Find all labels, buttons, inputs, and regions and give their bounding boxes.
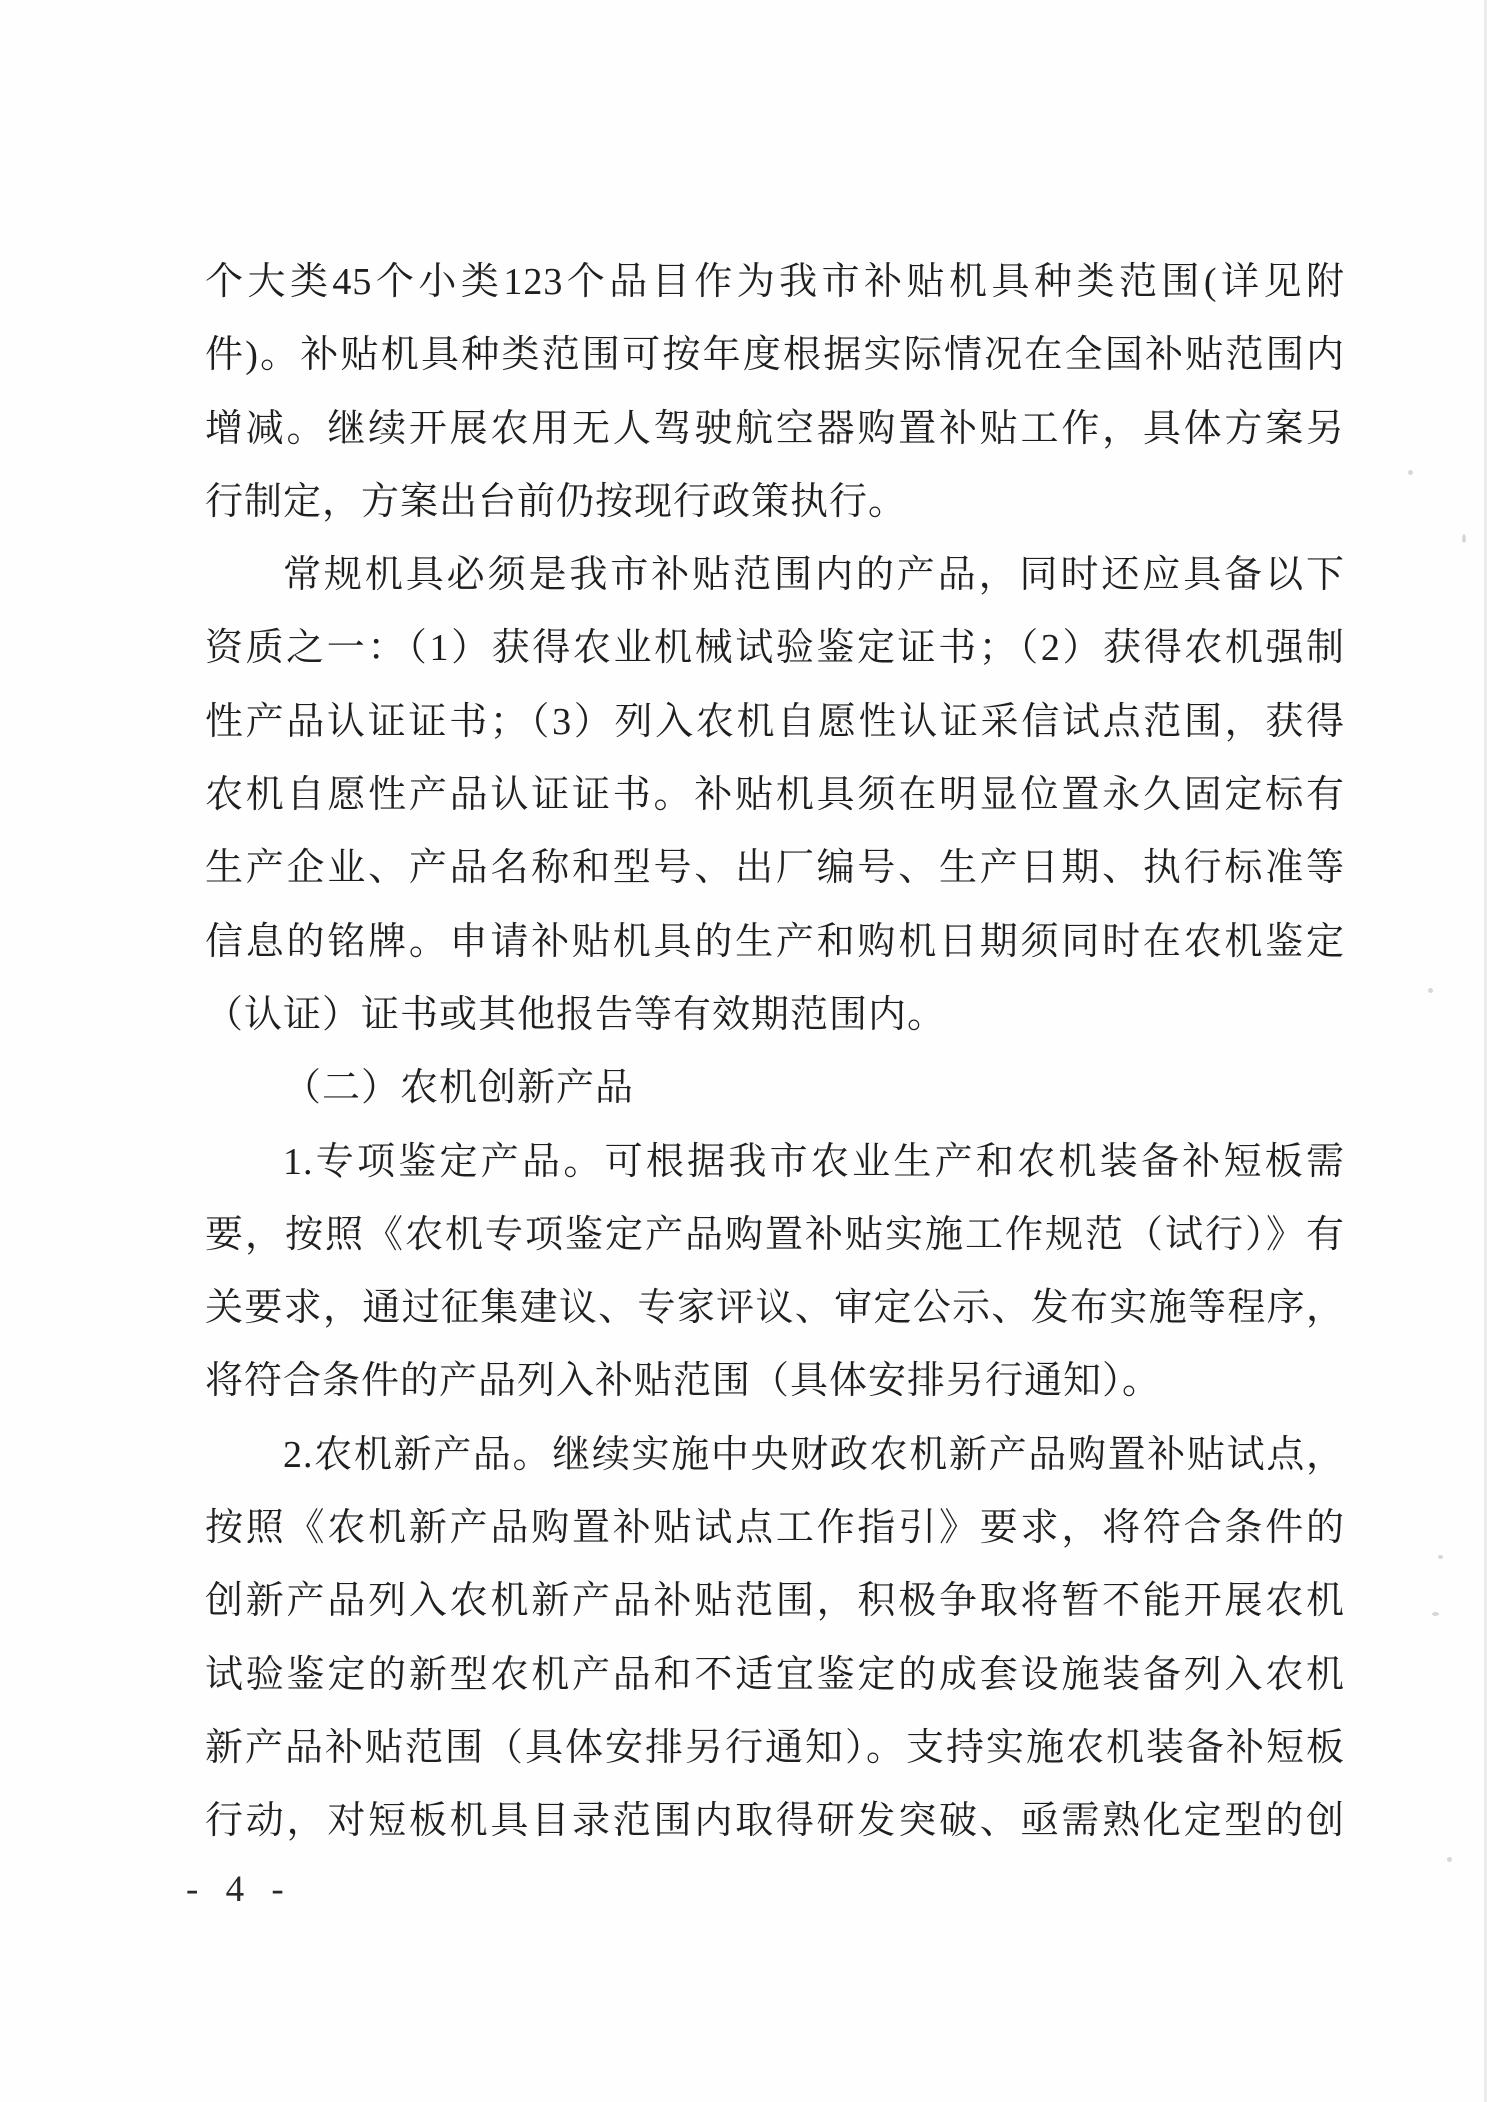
scan-speck (1438, 1555, 1443, 1559)
page-number: - 4 - (186, 1869, 293, 1910)
text-line: 性产品认证证书；（3）列入农机自愿性认证采信试点范围，获得 (205, 700, 1345, 743)
text-line: 件)。补贴机具种类范围可按年度根据实际情况在全国补贴范围内 (205, 334, 1345, 377)
text-line: 将符合条件的产品列入补贴范围（具体安排另行通知）。 (205, 1360, 1162, 1403)
text-line: 新产品补贴范围（具体安排另行通知）。支持实施农机装备补短板 (205, 1726, 1345, 1769)
text-line: 2.农机新产品。继续实施中央财政农机新产品购置补贴试点， (283, 1433, 1345, 1476)
text-line: 关要求，通过征集建议、专家评议、审定公示、发布实施等程序， (205, 1287, 1345, 1330)
text-line: 资质之一：（1）获得农业机械试验鉴定证书；（2）获得农机强制 (205, 627, 1345, 670)
text-line: 农机自愿性产品认证证书。补贴机具须在明显位置永久固定标有 (205, 774, 1345, 817)
scan-speck (1462, 534, 1466, 543)
text-line: 生产企业、产品名称和型号、出厂编号、生产日期、执行标准等 (205, 847, 1345, 890)
text-line: 1.专项鉴定产品。可根据我市农业生产和农机装备补短板需 (283, 1140, 1345, 1183)
text-line: 行制定，方案出台前仍按现行政策执行。 (205, 480, 908, 523)
text-line: 要，按照《农机专项鉴定产品购置补贴实施工作规范（试行）》有 (205, 1213, 1345, 1256)
text-line: 信息的铭牌。申请补贴机具的生产和购机日期须同时在农机鉴定 (205, 920, 1345, 963)
text-line: 个大类45个小类123个品目作为我市补贴机具种类范围(详见附 (205, 261, 1345, 303)
text-line: （认证）证书或其他报告等有效期范围内。 (205, 993, 947, 1036)
text-line: 试验鉴定的新型农机产品和不适宜鉴定的成套设施装备列入农机 (205, 1653, 1345, 1696)
text-line: 创新产品列入农机新产品补贴范围，积极争取将暂不能开展农机 (205, 1580, 1345, 1623)
text-line: 增减。继续开展农用无人驾驶航空器购置补贴工作，具体方案另 (205, 407, 1345, 450)
scan-speck (1428, 988, 1433, 993)
text-line: 按照《农机新产品购置补贴试点工作指引》要求，将符合条件的 (205, 1507, 1345, 1550)
text-line: （二）农机创新产品 (283, 1067, 635, 1110)
scan-speck (1432, 1612, 1439, 1616)
scan-speck (1447, 1857, 1452, 1862)
scan-speck (1408, 470, 1413, 475)
document-body-text (205, 246, 1345, 1859)
text-line: 行动，对短板机具目录范围内取得研发突破、亟需熟化定型的创 (205, 1800, 1345, 1843)
text-line: 常规机具必须是我市补贴范围内的产品，同时还应具备以下 (283, 554, 1345, 597)
